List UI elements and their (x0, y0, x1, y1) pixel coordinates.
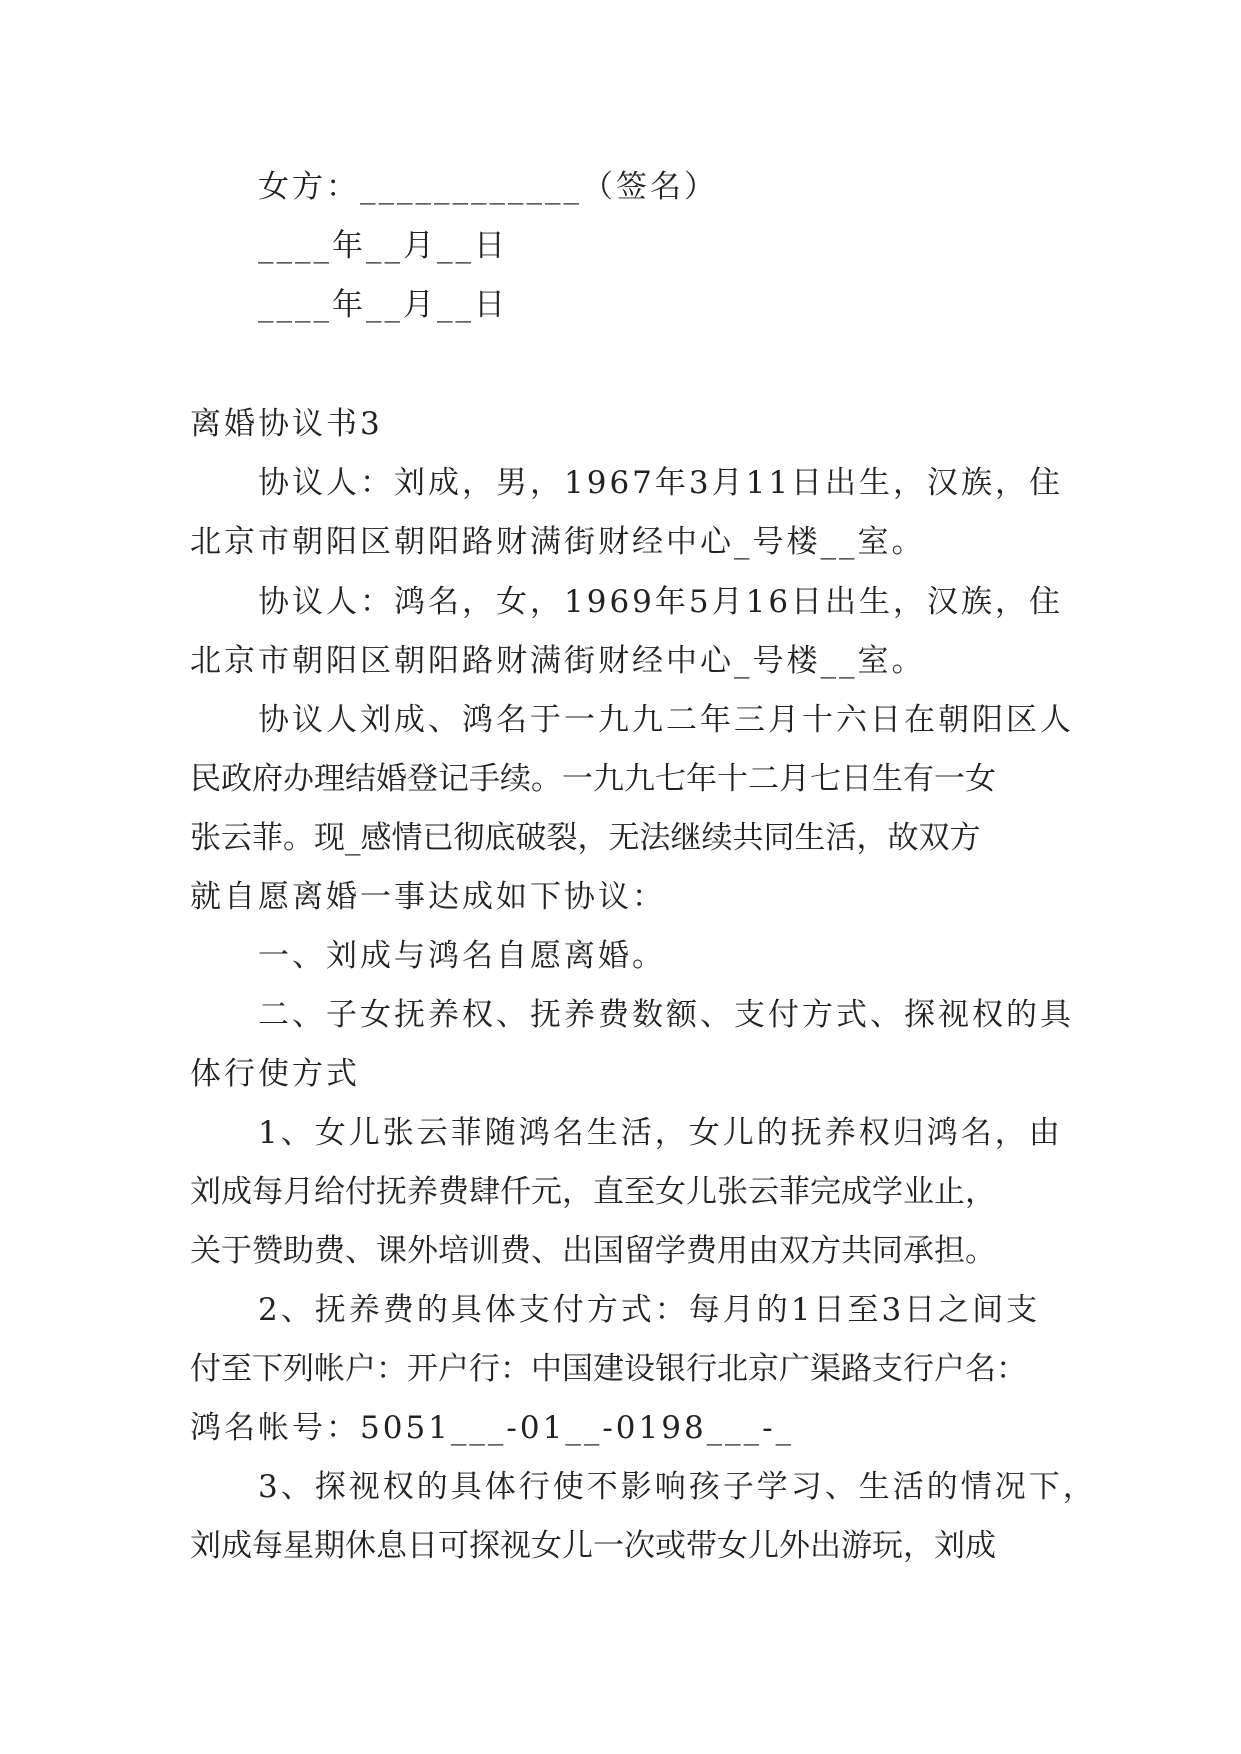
paragraph-line: 协议人：鸿名，女，1969年5月16日出生，汉族，住 (258, 584, 1064, 620)
paragraph-line: 北京市朝阳区朝阳路财满街财经中心_号楼__室。 (190, 524, 926, 560)
date-line: ____年__月__日 (258, 228, 508, 264)
paragraph-line: 协议人刘成、鸿名于一九九二年三月十六日在朝阳区人 (258, 702, 1074, 738)
date-line: ____年__月__日 (258, 287, 508, 323)
paragraph-line: 张云菲。现_感情已彻底破裂，无法继续共同生活，故双方 (190, 820, 981, 856)
paragraph-line: 鸿名帐号：5051___-01__-0198___-_ (190, 1410, 795, 1446)
paragraph-line: 2、抚养费的具体支付方式：每月的1日至3日之间支 (258, 1292, 1041, 1328)
paragraph-line: 付至下列帐户：开户行：中国建设银行北京广渠路支行户名： (190, 1351, 1027, 1387)
paragraph-line: 协议人：刘成，男，1967年3月11日出生，汉族，住 (258, 465, 1064, 501)
paragraph-line: 刘成每星期休息日可探视女儿一次或带女儿外出游玩，刘成 (190, 1528, 996, 1564)
female-signature-line: 女方：____________（签名） (258, 169, 718, 205)
paragraph-line: 就自愿离婚一事达成如下协议： (190, 879, 666, 915)
paragraph-line: 关于赞助费、课外培训费、出国留学费用由双方共同承担。 (190, 1233, 996, 1269)
paragraph-line: 3、探视权的具体行使不影响孩子学习、生活的情况下， (258, 1469, 1097, 1505)
paragraph-line: 刘成每月给付抚养费肆仟元，直至女儿张云菲完成学业止， (190, 1174, 996, 1210)
paragraph-line: 一、刘成与鸿名自愿离婚。 (258, 938, 666, 974)
paragraph-line: 二、子女抚养权、抚养费数额、支付方式、探视权的具 (258, 997, 1074, 1033)
section-title: 离婚协议书3 (190, 406, 383, 442)
paragraph-line: 体行使方式 (190, 1056, 360, 1092)
paragraph-line: 北京市朝阳区朝阳路财满街财经中心_号楼__室。 (190, 643, 926, 679)
paragraph-line: 民政府办理结婚登记手续。一九九七年十二月七日生有一女 (190, 761, 996, 797)
paragraph-line: 1、女儿张云菲随鸿名生活，女儿的抚养权归鸿名，由 (258, 1115, 1063, 1151)
